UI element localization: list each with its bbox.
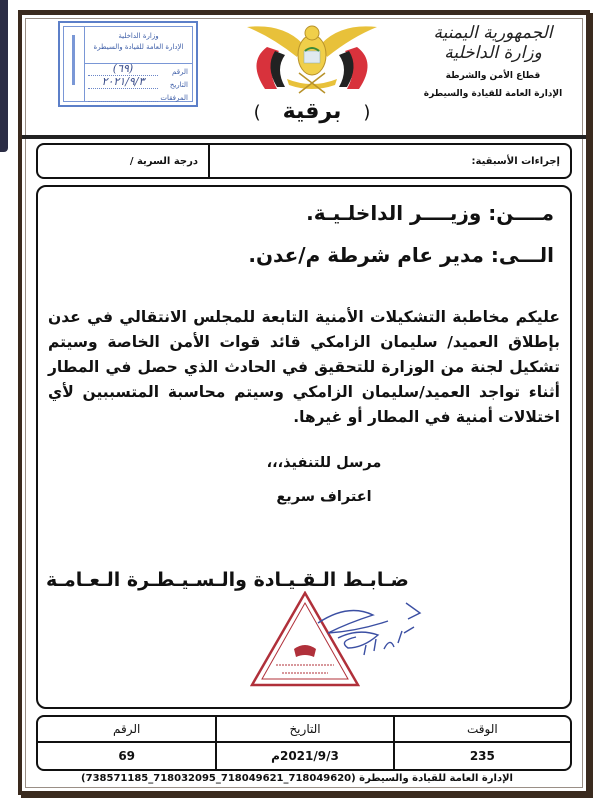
document-type-label: برقية xyxy=(282,99,342,124)
priority-secrecy-row xyxy=(36,143,572,179)
stamp-side xyxy=(64,27,85,101)
send-for-execution-note: مرسل للتنفيذ،،، xyxy=(266,455,382,471)
ministry-title: وزارة الداخلية xyxy=(444,43,542,63)
government-block xyxy=(408,23,578,99)
message-body: عليكم مخاطبة التشكيلات الأمنية التابعة للمجلس الانتقالي في عدن بإطلاق العميد/ سليمان الزامكي قائد قوات الأمن الخاصة وسيتم تشكيل لجنة من الوزارة للتحقيق في الحادث الذي حصل في المطار أثناء تواجد العميد/سليمان الزامكي وسيتم محاسبة المتسببين لأي اختلالات أمنية في المطار أو غيرها. xyxy=(48,308,560,426)
document-frame xyxy=(18,10,590,795)
stamp-heading: وزارة الداخلية الإدارة العامة للقيادة والسيطرة xyxy=(85,27,192,64)
handwritten-signature xyxy=(278,593,428,673)
from-line xyxy=(306,201,554,225)
stamp-attachments-row: المرفقات xyxy=(88,89,188,102)
stamp-number-value: (٦٩) xyxy=(88,63,158,76)
from-value: وزيــــر الداخلـيـة. xyxy=(306,201,482,225)
quick-acknowledge-note: اعتراف سريع xyxy=(276,489,372,505)
message-box xyxy=(36,185,572,709)
yemen-eagle-emblem-icon xyxy=(237,17,387,97)
date-value: 2021/9/3م xyxy=(215,743,392,769)
prior-actions-label: إجراءات الأسبقية: xyxy=(208,145,570,177)
stamp-date-value: ٢٠٢١/٩/٣ xyxy=(88,76,158,89)
letterhead xyxy=(22,15,586,139)
meta-table xyxy=(36,715,572,771)
republic-title: الجمهورية اليمنية xyxy=(433,23,553,43)
sector-title: قطاع الأمن والشرطة xyxy=(445,71,541,81)
document-type: (برقية) xyxy=(253,99,371,124)
secrecy-label: درجة السرية / xyxy=(129,155,198,167)
stamp-date-row: التاريخ ٢٠٢١/٩/٣ xyxy=(88,76,188,89)
signer-title: ضـابـط الـقـيـادة والـسـيـطـرة الـعـامـة xyxy=(46,569,409,591)
registration-stamp xyxy=(58,21,198,107)
to-line xyxy=(248,243,554,267)
from-label: مــــن: xyxy=(488,201,554,225)
stamp-number-row: الرقم (٦٩) xyxy=(88,63,188,76)
number-header: الرقم xyxy=(38,717,215,743)
to-label: الـــى: xyxy=(490,243,554,267)
time-value: 235 xyxy=(393,743,570,769)
footer-contacts: الإدارة العامة للقيادة والسيطرة (718049620_718049621_718032095_738571185) xyxy=(81,773,513,784)
department-title: الإدارة العامة للقيادة والسيطرة xyxy=(423,89,563,99)
number-value: 69 xyxy=(118,749,136,763)
to-value: مدير عام شرطة م/عدن. xyxy=(248,243,484,267)
date-header: التاريخ xyxy=(215,717,392,743)
time-header: الوقت xyxy=(393,717,570,743)
stamp-fields xyxy=(88,63,188,102)
dark-side-panel xyxy=(0,0,8,152)
stamp-attachments-value xyxy=(88,101,158,102)
